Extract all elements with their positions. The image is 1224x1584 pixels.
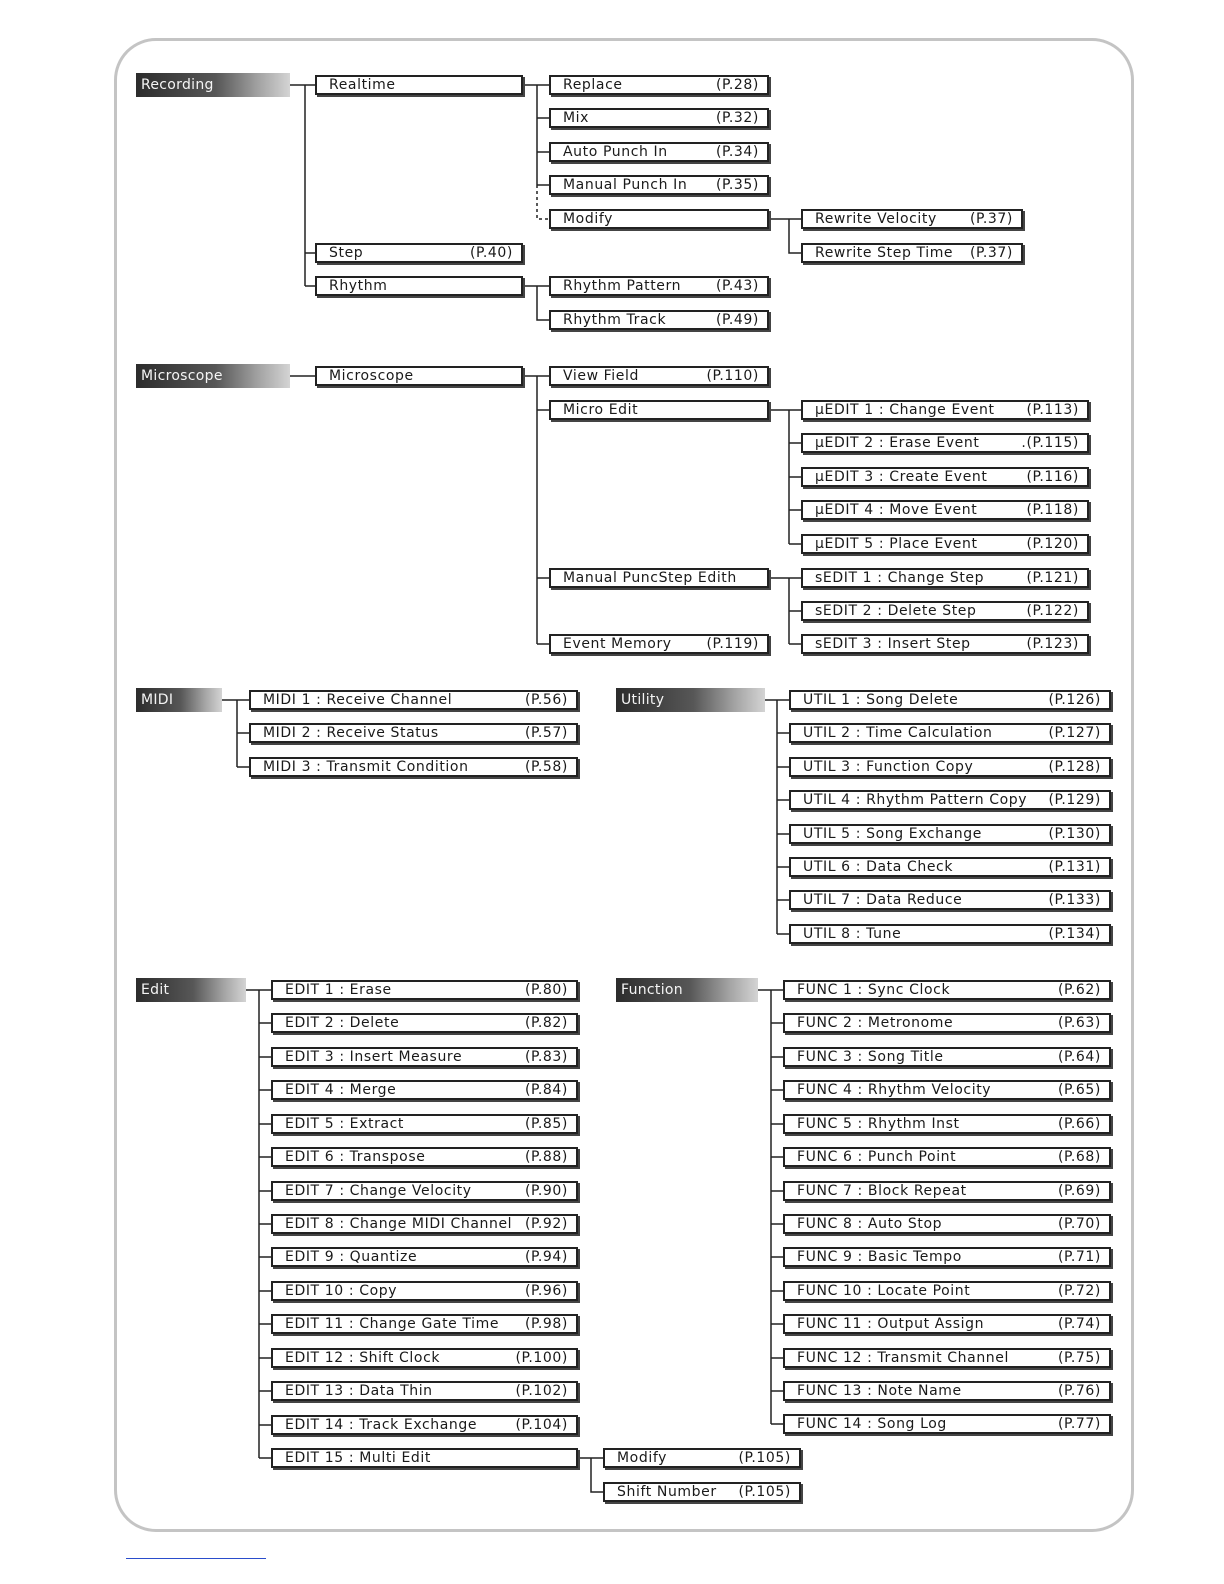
node-label: UTIL 7 : Data Reduce	[803, 892, 963, 908]
node-label: Realtime	[329, 77, 396, 93]
node-page: (P.133)	[1048, 892, 1101, 908]
node-page: (P.116)	[1026, 469, 1079, 485]
node-label: EDIT 8 : Change MIDI Channel	[285, 1216, 513, 1232]
node-page: (P.113)	[1026, 402, 1079, 418]
node-mix[interactable]	[549, 108, 769, 128]
node-page: (P.129)	[1048, 792, 1101, 808]
node-micro-edit-3[interactable]	[801, 467, 1089, 487]
node-step[interactable]	[315, 243, 523, 263]
node-util-7[interactable]	[789, 890, 1111, 910]
node-label: UTIL 3 : Function Copy	[803, 759, 974, 775]
node-func-11[interactable]	[783, 1314, 1111, 1334]
category-utility	[616, 688, 765, 712]
node-page: (P.85)	[524, 1116, 568, 1132]
node-page: (P.83)	[524, 1049, 568, 1065]
node-label: UTIL 4 : Rhythm Pattern Copy	[803, 792, 1028, 808]
node-realtime[interactable]	[315, 75, 523, 95]
node-label: EDIT 14 : Track Exchange	[285, 1417, 478, 1433]
node-func-3[interactable]	[783, 1047, 1111, 1067]
node-page: (P.120)	[1026, 536, 1079, 552]
node-page: (P.62)	[1057, 982, 1101, 998]
node-label: FUNC 11 : Output Assign	[797, 1316, 985, 1332]
node-label: FUNC 7 : Block Repeat	[797, 1183, 967, 1199]
node-label: FUNC 14 : Song Log	[797, 1416, 947, 1432]
node-page: (P.56)	[524, 692, 568, 708]
category-label: Function	[621, 982, 683, 998]
wire-recording-branches	[305, 85, 315, 286]
node-page: (P.110)	[706, 368, 759, 384]
node-page: (P.49)	[715, 312, 759, 328]
node-manual-punch-step-edit[interactable]	[549, 568, 769, 588]
node-midi-2[interactable]	[249, 723, 578, 743]
category-edit	[136, 978, 246, 1002]
wire-realtime-branches	[537, 85, 549, 185]
node-func-14[interactable]	[783, 1414, 1111, 1434]
node-func-7[interactable]	[783, 1181, 1111, 1201]
category-label: Recording	[141, 77, 214, 93]
node-label: Microscope	[329, 368, 414, 384]
node-multi-edit-shift-number[interactable]	[603, 1482, 801, 1502]
node-micro-edit-5[interactable]	[801, 534, 1089, 554]
node-label: Step	[329, 245, 364, 261]
node-label: FUNC 8 : Auto Stop	[797, 1216, 943, 1232]
node-edit-2[interactable]	[271, 1013, 578, 1033]
node-edit-6[interactable]	[271, 1147, 578, 1167]
node-edit-1[interactable]	[271, 980, 578, 1000]
category-recording	[136, 73, 290, 97]
node-label: FUNC 10 : Locate Point	[797, 1283, 971, 1299]
node-page: (P.94)	[524, 1249, 568, 1265]
node-page: (P.28)	[715, 77, 759, 93]
node-label: EDIT 6 : Transpose	[285, 1149, 426, 1165]
node-label: UTIL 5 : Song Exchange	[803, 826, 982, 842]
node-label: EDIT 4 : Merge	[285, 1082, 397, 1098]
node-page: (P.57)	[524, 725, 568, 741]
node-label: Rewrite Velocity	[815, 211, 937, 227]
node-page: (P.68)	[1057, 1149, 1101, 1165]
node-label: EDIT 10 : Copy	[285, 1283, 398, 1299]
node-edit-5[interactable]	[271, 1114, 578, 1134]
node-util-5[interactable]	[789, 824, 1111, 844]
node-edit-11[interactable]	[271, 1314, 578, 1334]
node-label: FUNC 5 : Rhythm Inst	[797, 1116, 960, 1132]
node-label: Rhythm Pattern	[563, 278, 682, 294]
node-label: UTIL 2 : Time Calculation	[803, 725, 993, 741]
node-page: (P.71)	[1057, 1249, 1101, 1265]
node-func-10[interactable]	[783, 1281, 1111, 1301]
node-rewrite-velocity[interactable]	[801, 209, 1023, 229]
node-edit-14[interactable]	[271, 1415, 578, 1435]
node-label: MIDI 1 : Receive Channel	[263, 692, 453, 708]
node-label: μEDIT 1 : Change Event	[815, 402, 995, 418]
node-step-edit-1[interactable]	[801, 568, 1089, 588]
category-microscope	[136, 364, 290, 388]
node-edit-10[interactable]	[271, 1281, 578, 1301]
node-page: (P.118)	[1026, 502, 1079, 518]
node-page: (P.65)	[1057, 1082, 1101, 1098]
node-micro-edit-2[interactable]	[801, 433, 1089, 453]
node-func-12[interactable]	[783, 1348, 1111, 1368]
node-func-4[interactable]	[783, 1080, 1111, 1100]
node-page: (P.82)	[524, 1015, 568, 1031]
node-label: FUNC 4 : Rhythm Velocity	[797, 1082, 992, 1098]
node-midi-1[interactable]	[249, 690, 578, 710]
wire-step-edit-branches	[769, 578, 801, 644]
footer-rule	[126, 1558, 266, 1559]
node-page: (P.90)	[524, 1183, 568, 1199]
node-page: (P.102)	[515, 1383, 568, 1399]
node-page: (P.84)	[524, 1082, 568, 1098]
node-util-6[interactable]	[789, 857, 1111, 877]
category-function	[616, 978, 758, 1002]
wire-rhythm-branches	[523, 286, 549, 320]
node-label: μEDIT 4 : Move Event	[815, 502, 978, 518]
node-step-edit-2[interactable]	[801, 601, 1089, 621]
node-page: (P.32)	[715, 110, 759, 126]
node-label: sEDIT 3 : Insert Step	[815, 636, 971, 652]
node-rhythm-track[interactable]	[549, 310, 769, 330]
node-util-1[interactable]	[789, 690, 1111, 710]
node-page: (P.92)	[524, 1216, 568, 1232]
node-microscope[interactable]	[315, 366, 523, 386]
node-page: (P.119)	[706, 636, 759, 652]
node-page: (P.131)	[1048, 859, 1101, 875]
node-micro-edit-4[interactable]	[801, 500, 1089, 520]
node-label: FUNC 13 : Note Name	[797, 1383, 962, 1399]
node-label: MIDI 2 : Receive Status	[263, 725, 439, 741]
node-page: .(P.115)	[1021, 435, 1079, 451]
node-page: (P.96)	[524, 1283, 568, 1299]
wire-midi-branches	[222, 700, 249, 767]
node-label: FUNC 2 : Metronome	[797, 1015, 954, 1031]
node-label: EDIT 9 : Quantize	[285, 1249, 418, 1265]
wire-function-branches	[758, 990, 783, 1424]
node-page: (P.66)	[1057, 1116, 1101, 1132]
node-page: (P.74)	[1057, 1316, 1101, 1332]
node-page: (P.98)	[524, 1316, 568, 1332]
node-replace[interactable]	[549, 75, 769, 95]
node-label: EDIT 11 : Change Gate Time	[285, 1316, 500, 1332]
node-page: (P.37)	[969, 211, 1013, 227]
node-label: Auto Punch In	[563, 144, 668, 160]
node-label: μEDIT 5 : Place Event	[815, 536, 978, 552]
node-modify[interactable]	[549, 209, 769, 229]
node-micro-edit[interactable]	[549, 400, 769, 420]
category-midi	[136, 688, 222, 712]
node-label: FUNC 1 : Sync Clock	[797, 982, 951, 998]
node-label: Manual PuncStep Edith	[563, 570, 737, 586]
node-util-2[interactable]	[789, 723, 1111, 743]
node-util-4[interactable]	[789, 790, 1111, 810]
category-label: MIDI	[141, 692, 174, 708]
node-label: UTIL 1 : Song Delete	[803, 692, 959, 708]
node-label: Mix	[563, 110, 590, 126]
node-page: (P.104)	[515, 1417, 568, 1433]
node-func-2[interactable]	[783, 1013, 1111, 1033]
node-label: sEDIT 1 : Change Step	[815, 570, 985, 586]
node-rewrite-step-time[interactable]	[801, 243, 1023, 263]
node-label: FUNC 3 : Song Title	[797, 1049, 944, 1065]
node-manual-punch-in[interactable]	[549, 175, 769, 195]
node-func-9[interactable]	[783, 1247, 1111, 1267]
node-page: (P.37)	[969, 245, 1013, 261]
node-label: Modify	[617, 1450, 667, 1466]
node-func-5[interactable]	[783, 1114, 1111, 1134]
node-page: (P.75)	[1057, 1350, 1101, 1366]
node-label: EDIT 1 : Erase	[285, 982, 392, 998]
wire-edit-branches	[246, 990, 271, 1458]
node-page: (P.63)	[1057, 1015, 1101, 1031]
node-event-memory[interactable]	[549, 634, 769, 654]
node-page: (P.35)	[715, 177, 759, 193]
node-label: FUNC 9 : Basic Tempo	[797, 1249, 962, 1265]
node-page: (P.134)	[1048, 926, 1101, 942]
node-util-8[interactable]	[789, 924, 1111, 944]
node-label: EDIT 2 : Delete	[285, 1015, 400, 1031]
node-rhythm[interactable]	[315, 276, 523, 296]
wire-realtime-modify	[537, 185, 549, 219]
node-rhythm-pattern[interactable]	[549, 276, 769, 296]
node-page: (P.77)	[1057, 1416, 1101, 1432]
node-page: (P.105)	[738, 1450, 791, 1466]
node-auto-punch-in[interactable]	[549, 142, 769, 162]
node-label: View Field	[563, 368, 639, 384]
node-label: Rhythm	[329, 278, 388, 294]
node-page: (P.100)	[515, 1350, 568, 1366]
node-label: Replace	[563, 77, 623, 93]
node-page: (P.76)	[1057, 1383, 1101, 1399]
node-edit-8[interactable]	[271, 1214, 578, 1234]
node-func-1[interactable]	[783, 980, 1111, 1000]
node-page: (P.123)	[1026, 636, 1079, 652]
node-page: (P.69)	[1057, 1183, 1101, 1199]
node-label: EDIT 7 : Change Velocity	[285, 1183, 472, 1199]
node-label: MIDI 3 : Transmit Condition	[263, 759, 469, 775]
node-edit-3[interactable]	[271, 1047, 578, 1067]
wire-multi-edit-branches	[578, 1458, 603, 1492]
node-edit-9[interactable]	[271, 1247, 578, 1267]
node-util-3[interactable]	[789, 757, 1111, 777]
wire-modify-branches	[769, 219, 801, 253]
node-label: EDIT 3 : Insert Measure	[285, 1049, 463, 1065]
node-page: (P.70)	[1057, 1216, 1101, 1232]
wire-utility-branches	[765, 700, 789, 934]
node-page: (P.121)	[1026, 570, 1079, 586]
node-edit-12[interactable]	[271, 1348, 578, 1368]
node-label: EDIT 5 : Extract	[285, 1116, 405, 1132]
node-label: Modify	[563, 211, 613, 227]
node-page: (P.128)	[1048, 759, 1101, 775]
node-label: Rewrite Step Time	[815, 245, 954, 261]
node-micro-edit-1[interactable]	[801, 400, 1089, 420]
node-func-6[interactable]	[783, 1147, 1111, 1167]
node-edit-7[interactable]	[271, 1181, 578, 1201]
node-page: (P.126)	[1048, 692, 1101, 708]
category-label: Utility	[621, 692, 665, 708]
node-label: UTIL 6 : Data Check	[803, 859, 954, 875]
node-label: FUNC 12 : Transmit Channel	[797, 1350, 1009, 1366]
node-label: sEDIT 2 : Delete Step	[815, 603, 977, 619]
node-page: (P.80)	[524, 982, 568, 998]
node-edit-15[interactable]	[271, 1448, 578, 1468]
node-label: EDIT 15 : Multi Edit	[285, 1450, 431, 1466]
node-page: (P.58)	[524, 759, 568, 775]
node-func-13[interactable]	[783, 1381, 1111, 1401]
wire-micro-edit-branches	[769, 410, 801, 544]
node-label: Rhythm Track	[563, 312, 667, 328]
category-label: Microscope	[141, 368, 223, 384]
node-page: (P.105)	[738, 1484, 791, 1500]
node-page: (P.34)	[715, 144, 759, 160]
node-label: Event Memory	[563, 636, 672, 652]
node-page: (P.88)	[524, 1149, 568, 1165]
node-page: (P.127)	[1048, 725, 1101, 741]
node-label: Manual Punch In	[563, 177, 688, 193]
node-label: Micro Edit	[563, 402, 639, 418]
node-label: EDIT 12 : Shift Clock	[285, 1350, 441, 1366]
node-label: UTIL 8 : Tune	[803, 926, 902, 942]
node-page: (P.72)	[1057, 1283, 1101, 1299]
node-page: (P.43)	[715, 278, 759, 294]
node-multi-edit-modify[interactable]	[603, 1448, 801, 1468]
node-func-8[interactable]	[783, 1214, 1111, 1234]
wire-microscope-branches	[537, 376, 549, 644]
node-midi-3[interactable]	[249, 757, 578, 777]
node-label: Shift Number	[617, 1484, 717, 1500]
node-page: (P.40)	[469, 245, 513, 261]
node-label: μEDIT 2 : Erase Event	[815, 435, 980, 451]
node-label: μEDIT 3 : Create Event	[815, 469, 988, 485]
node-edit-4[interactable]	[271, 1080, 578, 1100]
node-view-field[interactable]	[549, 366, 769, 386]
node-label: FUNC 6 : Punch Point	[797, 1149, 957, 1165]
node-step-edit-3[interactable]	[801, 634, 1089, 654]
node-page: (P.130)	[1048, 826, 1101, 842]
node-label: EDIT 13 : Data Thin	[285, 1383, 433, 1399]
node-edit-13[interactable]	[271, 1381, 578, 1401]
category-label: Edit	[141, 982, 170, 998]
node-page: (P.64)	[1057, 1049, 1101, 1065]
node-page: (P.122)	[1026, 603, 1079, 619]
